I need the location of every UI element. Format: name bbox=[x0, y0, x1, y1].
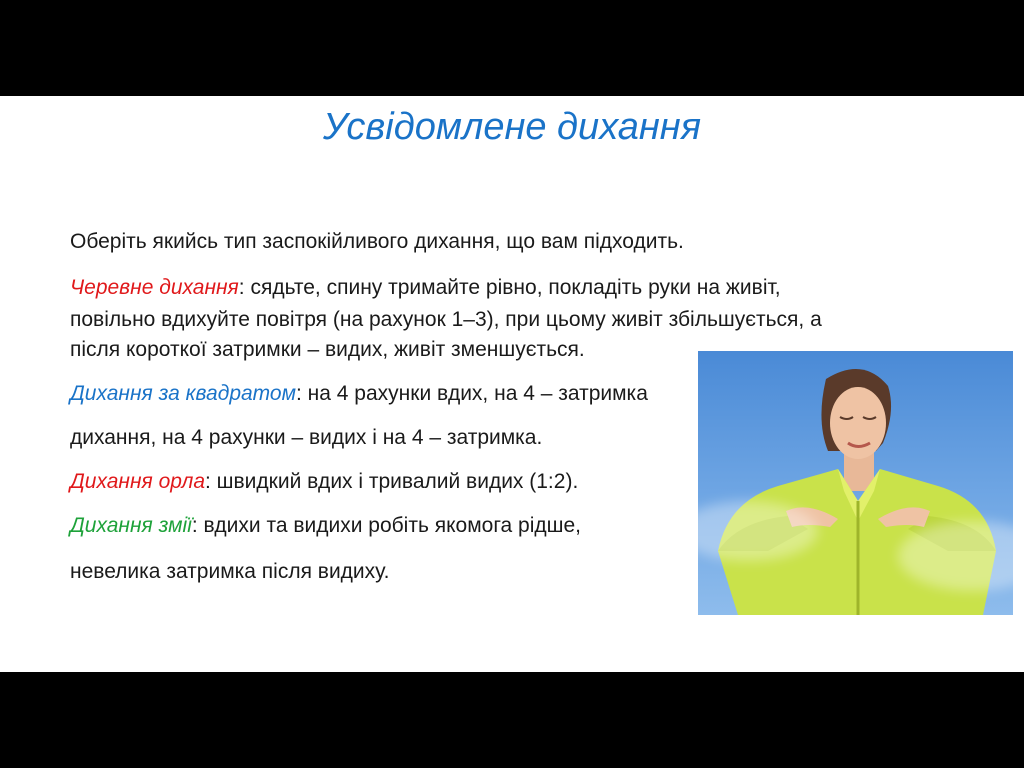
belly-breathing-line-2: повільно вдихуйте повітря (на рахунок 1–3), при цьому живіт збільшується, а bbox=[70, 308, 822, 331]
eagle-breathing-term: Дихання орла bbox=[70, 470, 205, 493]
eagle-breathing-line bbox=[70, 466, 578, 498]
belly-breathing-line-1 bbox=[70, 272, 781, 304]
square-breathing-line-1 bbox=[70, 378, 648, 410]
slide bbox=[0, 96, 1024, 672]
eagle-breathing-text: : швидкий вдих і тривалий видих (1:2). bbox=[205, 470, 579, 493]
square-breathing-line-2: дихання, на 4 рахунки – видих і на 4 – затримка. bbox=[70, 426, 543, 449]
square-breathing-term: Дихання за квадратом bbox=[70, 382, 297, 405]
intro-text: Оберіть якийсь тип заспокійливого дихання, що вам підходить. bbox=[70, 230, 684, 253]
snake-breathing-line-1 bbox=[70, 510, 581, 542]
belly-breathing-term: Черевне дихання bbox=[70, 276, 239, 299]
belly-breathing-text-1: : сядьте, спину тримайте рівно, покладіть руки на живіт, bbox=[238, 276, 781, 299]
letterbox-top bbox=[0, 0, 1024, 96]
snake-breathing-text-1: : вдихи та видихи робіть якомога рідше, bbox=[191, 514, 582, 537]
square-breathing-text-1: : на 4 рахунки вдих, на 4 – затримка bbox=[296, 382, 648, 405]
belly-breathing-line-3: після короткої затримки – видих, живіт зменшується. bbox=[70, 338, 585, 361]
letterbox-bottom bbox=[0, 672, 1024, 768]
slide-title: Усвідомлене дихання bbox=[322, 106, 702, 148]
snake-breathing-term: Дихання змії bbox=[70, 514, 192, 537]
woman-breathing-photo bbox=[698, 351, 1013, 615]
snake-breathing-line-2: невелика затримка після видиху. bbox=[70, 560, 390, 583]
